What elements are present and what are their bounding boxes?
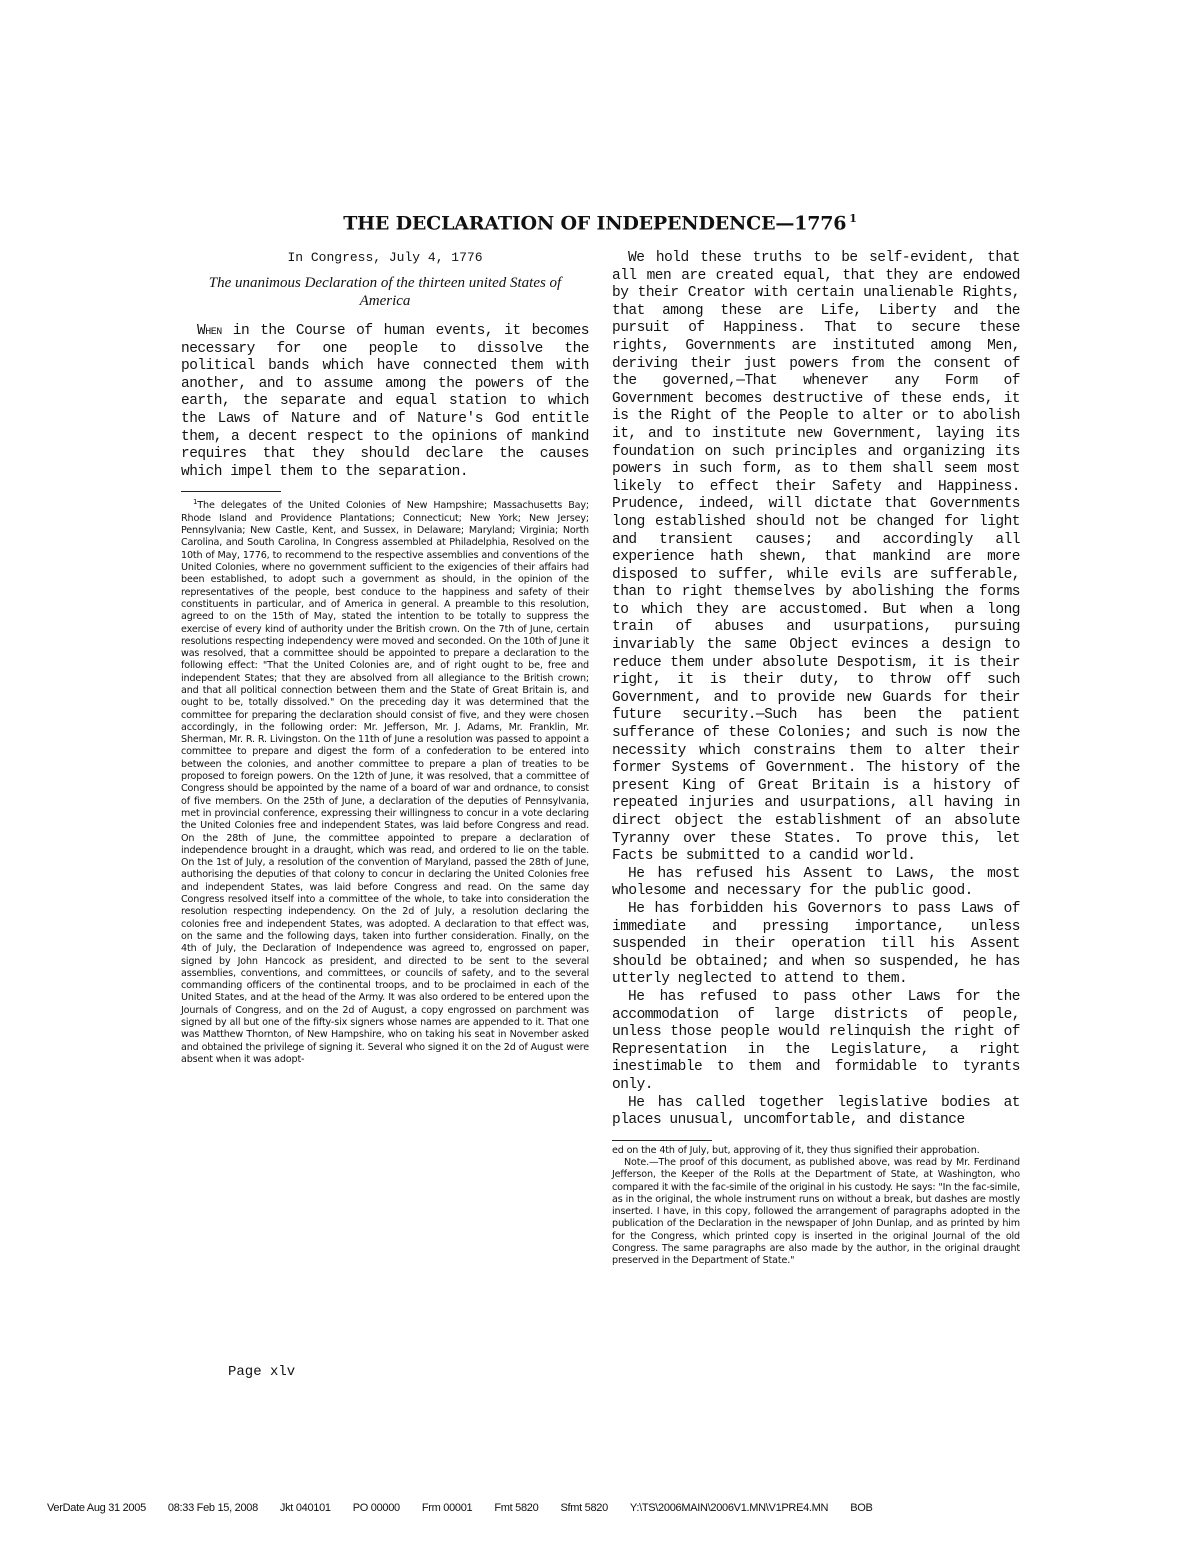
congress-dateline: In Congress, July 4, 1776 xyxy=(287,250,483,265)
paragraph-governors: He has forbidden his Governors to pass Laws of immediate and pressing importance, unless suspended in their operation till his Assent should be obtained; and when so suspended, he has utterly neglected to attend to them. xyxy=(612,900,1020,988)
title-footnote-marker: 1 xyxy=(849,212,857,225)
page-title xyxy=(180,212,1020,234)
left-column xyxy=(181,250,589,1066)
print-slug-line xyxy=(47,1502,1157,1514)
paragraph-other-laws: He has refused to pass other Laws for the accommodation of large districts of people, unless those people would relinquish the right of Representation in the Legislature, a right inestimable to them and formidable to tyrants only. xyxy=(612,988,1020,1093)
right-column xyxy=(612,250,1020,1268)
title-text: THE DECLARATION OF INDEPENDENCE—1776 xyxy=(343,212,847,235)
slug-frm: Frm 00001 xyxy=(421,1502,473,1514)
footnote-1-text: The delegates of the United Colonies of New Hampshire; Massachusetts Bay; Rhode Island and Providence Plantations; Connecticut; New York; New Jersey; Pennsylvania; New Castle, Kent, and Sussex, in Delaware; Maryland; Virginia; North Carolina, and South Carolina, In Congress assembled at Philadelphia, Resolved on the 10th of May, 1776, to recommend to the respective assemblies and conventions of the United Colonies, where no government sufficient to the exigencies of their affairs had been established, to adopt such a government as should, in the opinion of the representatives of the people, best conduce to the happiness and safety of their constituents in particular, and of America in general. A preamble to this resolution, agreed to on the 15th of May, stated the intention to be totally to suppress the exercise of every kind of authority under the British crown. On the 7th of June, certain resolutions respecting independency were moved and seconded. On the 10th of June it was resolved, that a committee should be appointed to prepare a declaration to the following effect: "That the United Colonies are, and of right ought to be, free and independent States; that they are absolved from all allegiance to the British crown; and that all political connection between them and the State of Great Britain is, and ought to be, totally dissolved." On the preceding day it was determined that the committee for preparing the declaration should consist of five, and they were chosen accordingly, in the following order: Mr. Jefferson, Mr. J. Adams, Mr. Franklin, Mr. Sherman, Mr. R. R. Livingston. On the 11th of June a resolution was passed to appoint a committee to prepare and digest the form of a confederation to be entered into between the colonies, and another committee to prepare a plan of treaties to be proposed to foreign powers. On the 12th of June, it was resolved, that a committee of Congress should be appointed by the name of a board of war and ordnance, to consist of five members. On the 25th of June, a declaration of the deputies of Pennsylvania, met in provincial conference, expressing their willingness to concur in a vote declaring the United Colonies free and independent States, was laid before Congress and read. On the 28th of June, the committee appointed to prepare a declaration of independence brought in a draught, which was read, and ordered to lie on the table. On the 1st of July, a resolution of the convention of Maryland, passed the 28th of June, authorising the deputies of that colony to concur in declaring the United Colonies free and independent States, was laid before Congress and read. On the same day Congress resolved itself into a committee of the whole, to take into consideration the resolution respecting independency. On the 2d of July, a resolution declaring the colonies free and independent States, was adopted. A declaration to that effect was, on the same and the following days, taken into further consideration. Finally, on the 4th of July, the Declaration of Independence was agreed to, engrossed on paper, signed by John Hancock as president, and directed to be sent to the several assemblies, conventions, and committees, or councils of safety, and to the several commanding officers of the continental troops, and to be proclaimed in each of the United States, and at the head of the Army. It was also ordered to be entered upon the Journals of Congress, and on the 2d of August, a copy engrossed on parchment was signed by all but one of the fifty-six signers whose names are appended to it. That one was Matthew Thornton, of New Hampshire, who on taking his seat in November asked and obtained the privilege of signing it. Several who signed it on the 2d of August were absent when it was adopt- xyxy=(181,500,589,1065)
preamble-lead-word: When xyxy=(197,323,222,339)
paragraph-assent: He has refused his Assent to Laws, the most wholesome and necessary for the public good. xyxy=(612,865,1020,900)
slug-time: 08:33 Feb 15, 2008 xyxy=(167,1502,258,1514)
slug-verdate: VerDate Aug 31 2005 xyxy=(47,1502,146,1514)
slug-fmt: Fmt 5820 xyxy=(494,1502,539,1514)
footnote-divider-right xyxy=(612,1140,712,1141)
footnote-divider xyxy=(181,491,281,492)
declaration-subtitle: The unanimous Declaration of the thirteen united States of America xyxy=(208,275,562,309)
paragraph-we-hold: We hold these truths to be self-evident, that all men are created equal, that they are endowed by their Creator with certain unalienable Rights, that among these are Life, Liberty and the pursuit of Happiness. That to secure these rights, Governments are instituted among Men, deriving their just powers from the consent of the governed,—That whenever any Form of Government becomes destructive of these ends, it is the Right of the People to alter or to abolish it, and to institute new Government, laying its foundation on such principles and organizing its powers in such form, as to them shall seem most likely to effect their Safety and Happiness. Prudence, indeed, will dictate that Governments long established should not be changed for light and transient causes; and accordingly all experience hath shewn, that mankind are more disposed to suffer, while evils are sufferable, than to right themselves by abolishing the forms to which they are accustomed. But when a long train of abuses and usurpations, pursuing invariably the same Object evinces a design to reduce them under absolute Despotism, it is their right, it is their duty, to throw off such Government, and to provide new Guards for their future security.—Such has been the patient sufferance of these Colonies; and such is now the necessity which constrains them to alter their former Systems of Government. The history of the present King of Great Britain is a history of repeated injuries and usurpations, all having in direct object the establishment of an absolute Tyranny over these States. To prove this, let Facts be submitted to a candid world. xyxy=(612,250,1020,865)
footnote-1 xyxy=(181,496,589,1066)
paragraph-preamble xyxy=(181,323,589,481)
slug-sfmt: Sfmt 5820 xyxy=(560,1502,608,1514)
preamble-text: in the Course of human events, it becomes necessary for one people to dissolve the political bands which have connected them with another, and to assume among the powers of the earth, the separate and equal station to which the Laws of Nature and of Nature's God entitle them, a decent respect to the opinions of mankind requires that they should declare the causes which impel them to the separation. xyxy=(181,323,589,480)
slug-path: Y:\TS\2006MAIN\2006V1.MN\V1PRE4.MN xyxy=(629,1502,829,1514)
slug-code: BOB xyxy=(850,1502,873,1514)
slug-jkt: Jkt 040101 xyxy=(279,1502,331,1514)
editorial-note: Note.—The proof of this document, as published above, was read by Mr. Ferdinand Jefferson, the Keeper of the Rolls at the Department of State, at Washington, who compared it with the fac-simile of the original in his custody. He says: "In the fac-simile, as in the original, the whole instrument runs on without a break, but dashes are mostly inserted. I have, in this copy, followed the arrangement of paragraphs adopted in the publication of the Declaration in the newspaper of John Dunlap, and as printed by him for the Congress, which printed copy is inserted in the original Journal of the old Congress. The same paragraphs are also made by the author, in the original draught preserved in the Department of State." xyxy=(612,1156,1020,1267)
paragraph-legislative-bodies: He has called together legislative bodies at places unusual, uncomfortable, and distance xyxy=(612,1094,1020,1129)
footnote-1-continued: ed on the 4th of July, but, approving of it, they thus signified their approbation. xyxy=(612,1144,980,1156)
slug-po: PO 00000 xyxy=(352,1502,400,1514)
page-number: Page xlv xyxy=(228,1364,296,1380)
footnote-1-marker: 1 xyxy=(193,498,198,507)
